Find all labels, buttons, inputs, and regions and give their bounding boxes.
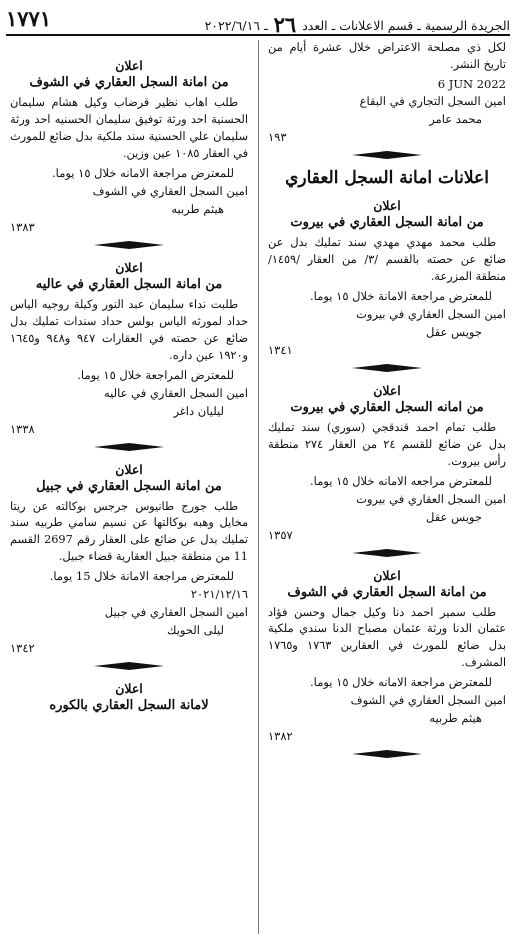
- notice-label: اعلان: [373, 197, 401, 213]
- intro-text: لكل ذي مصلحة الاعتراض خلال عشرة أيام من تاريخ النشر.: [268, 41, 506, 71]
- signer-name: جويس عقل: [426, 509, 482, 524]
- separator-ornament: [94, 442, 164, 452]
- objection-text: للمعترض مراجعة الامانة خلال 15 يوما.: [49, 569, 234, 584]
- signer-title: امين السجل العقاري في جبيل: [104, 605, 248, 620]
- notice-title: لامانة السجل العقاري بالكوره: [49, 698, 209, 714]
- notice: [10, 260, 248, 436]
- notice: [10, 58, 248, 234]
- notice-body: طلب محمد مهدي مهدي سند تمليك بدل عن ضائع عن حصته بالقسم /٣/ من العقار /١٤٥٩/ منطقة المزرعة.: [268, 235, 506, 283]
- section-title: اعلانات امانة السجل العقاري: [285, 167, 489, 188]
- notice-title: من امانة السجل العقاري في الشوف: [287, 584, 487, 600]
- objection-text: للمعترض المراجعة خلال ١٥ يوما.: [77, 367, 234, 382]
- signer-title: امين السجل العقاري في الشوف: [92, 183, 248, 198]
- signer-title: امين السجل العقاري في بيروت: [356, 306, 506, 321]
- separator-ornament: [94, 661, 164, 671]
- notice-number: ١٣٤١: [268, 342, 293, 357]
- notice-title: من امانه السجل العقاري في بيروت: [290, 399, 484, 415]
- separator-ornament: [352, 150, 422, 160]
- notice-date: ٢٠٢١/١٢/١٦: [190, 587, 248, 602]
- notice-number: ١٣٨٢: [268, 729, 293, 744]
- notice-number: ١٩٣: [268, 129, 287, 144]
- intro-date: 6 JUN 2022: [437, 76, 506, 91]
- notice-number: ١٣٣٨: [10, 421, 35, 436]
- objection-text: للمعترض مراجعة الامانه خلال ١٥ يوما.: [310, 675, 492, 690]
- signer-title: امين السجل العقاري في بيروت: [356, 491, 506, 506]
- right-column: [268, 40, 506, 934]
- notice-title: من امانة السجل العقاري في جبيل: [36, 478, 222, 494]
- separator-ornament: [352, 548, 422, 558]
- page-number: ١٧٧١: [6, 6, 52, 31]
- page-header: [6, 8, 510, 36]
- signer-name: محمد عامر: [429, 111, 482, 126]
- objection-text: للمعترض مراجعة الامانة خلال ١٥ يوما.: [310, 288, 492, 303]
- notice-number: ١٣٨٣: [10, 219, 35, 234]
- signer-name: هيثم طربيه: [171, 201, 224, 216]
- left-column: [10, 40, 248, 934]
- signer-name: جويس عقل: [426, 324, 482, 339]
- header-date: ـ ٢٠٢٢/٦/١٦: [204, 18, 268, 33]
- notice-number: ١٣٥٧: [268, 527, 293, 542]
- notice-body: طلب اهاب نظير قرضاب وكيل هشام سليمان الحسنية احد ورثة توفيق سليمان الحسنيه احد ورثة سليمان علي الحسنية سند ملكية بدل ضائع للمورث في العقار ١٠٨٥ عين وزين.: [10, 96, 248, 160]
- notice-label: اعلان: [115, 259, 143, 275]
- signer-title: امين السجل العقاري في عاليه: [103, 385, 248, 400]
- notice-label: اعلان: [373, 567, 401, 583]
- notice: [268, 568, 506, 744]
- notice-label: اعلان: [115, 681, 143, 697]
- notice-label: اعلان: [115, 461, 143, 477]
- notice-title: من امانة السجل العقاري في عاليه: [35, 276, 223, 292]
- notice-body: طلب تمام احمد قندقجي (سوري) سند تمليك بدل عن ضائع للقسم ٢٤ من العقار ٢٧٤ منطقة رأس بيروت.: [268, 420, 506, 468]
- signer-title: امين السجل العقاري في الشوف: [350, 693, 506, 708]
- separator-ornament: [352, 363, 422, 373]
- notice-title: من امانة السجل العقاري في الشوف: [29, 75, 229, 90]
- separator-ornament: [352, 749, 422, 759]
- notice-body: طلب سمير احمد دنا وكيل جمال وحسن فؤاد عثمان الدنا ورثة عثمان مصباح الدنا سندي ملكية بدل ضائع للمورث في العقارين ١٧٦٣ و١٧٦٥ المشرف.: [268, 605, 506, 670]
- objection-text: للمعترض مراجعه الامانه خلال ١٥ يوما.: [310, 473, 492, 488]
- notice: [268, 198, 506, 357]
- notice: [10, 681, 248, 713]
- signer-name: ليليان داغر: [173, 403, 224, 418]
- column-divider: [258, 40, 259, 934]
- notice-label: اعلان: [115, 58, 143, 73]
- signer-name: ليلى الحويك: [167, 623, 224, 638]
- notice: [268, 383, 506, 542]
- notice-body: طلب جورج طانيوس جرجس بوكالته عن ريتا مخايل وهبه بوكالتها عن نسيم سامي طربيه سند تمليك بدل عن ضائع على العقار رقم 2697 القسم 11 من منطقة جبيل العقارية قضاء جبيل.: [10, 499, 248, 564]
- signer-title: امين السجل التجاري في البقاع: [359, 93, 506, 108]
- issue-number: ٢٦: [273, 12, 297, 37]
- signer-name: هيثم طربيه: [429, 711, 482, 726]
- notice-number: ١٣٤٢: [10, 641, 35, 656]
- notice-title: من امانة السجل العقاري في بيروت: [290, 214, 484, 230]
- objection-text: للمعترض مراجعة الامانه خلال ١٥ يوما.: [52, 165, 234, 180]
- journal-title: الجريدة الرسمية ـ قسم الاعلانات ـ العدد: [302, 18, 510, 33]
- notice: [10, 462, 248, 656]
- intro-block: [268, 40, 506, 144]
- notice-body: طلبت نداء سليمان عبد النور وكيلة روجيه الياس حداد لمورثه الياس بولس حداد سندات تمليك بدل ضائع عن حصته في العقارات ٩٤٧ و٩٤٨ و١٦٤٥ و١٩٢٠ عين داره.: [10, 297, 249, 362]
- separator-ornament: [94, 240, 164, 250]
- notice-label: اعلان: [373, 382, 401, 398]
- header-title: [205, 12, 510, 37]
